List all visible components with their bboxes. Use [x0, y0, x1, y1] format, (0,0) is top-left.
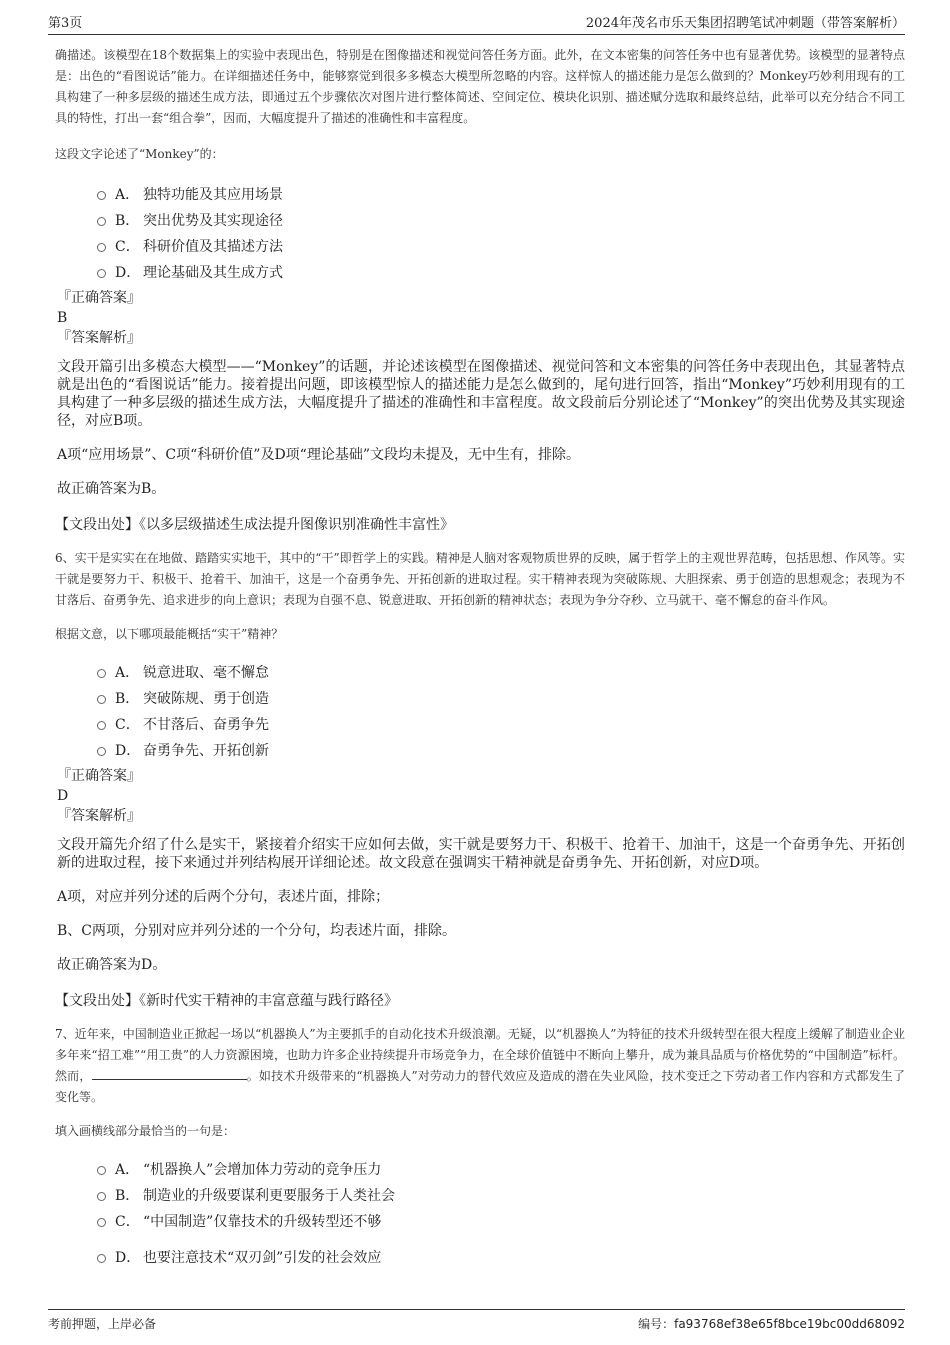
- q5-option-c[interactable]: C． 科研价值及其描述方法: [55, 236, 905, 262]
- page-number: 第3页: [48, 16, 83, 31]
- q5-option-b[interactable]: B． 突出优势及其实现途径: [55, 210, 905, 236]
- document-code: 编号：fa93768ef38e65f8bce19bc00dd68092: [638, 1317, 905, 1331]
- q6-answer: D: [57, 788, 69, 804]
- radio-icon[interactable]: [97, 747, 106, 756]
- radio-icon[interactable]: [97, 1254, 106, 1263]
- q5-option-d[interactable]: D． 理论基础及其生成方式: [55, 262, 905, 288]
- q6-answer-label: 『正确答案』: [57, 768, 141, 784]
- radio-icon[interactable]: [97, 243, 106, 252]
- q7-option-b[interactable]: B． 制造业的升级要谋利更要服务于人类社会: [55, 1185, 905, 1211]
- q5-answer: B: [57, 310, 68, 326]
- q6-analysis-3: B、C两项，分别对应并列分述的一个分句，均表述片面，排除。: [57, 923, 456, 939]
- q5-analysis-label: 『答案解析』: [57, 330, 141, 346]
- page-footer: [48, 1309, 905, 1336]
- q6-option-b[interactable]: B． 突破陈规、勇于创造: [55, 688, 905, 714]
- q6-analysis-label: 『答案解析』: [57, 808, 141, 824]
- q6-options: [55, 662, 905, 766]
- q5-analysis-2: A项“应用场景”、C项“科研价值”及D项“理论基础”文段均未提及，无中生有，排除。: [57, 447, 580, 463]
- radio-icon[interactable]: [97, 191, 106, 200]
- q6-source: 【文段出处】《新时代实干精神的丰富意蕴与践行路径》: [55, 993, 398, 1009]
- q7-passage: 7、近年来，中国制造业正掀起一场以“机器换人”为主要抓手的自动化技术升级浪潮。无疑，以“机器换人”为特征的技术升级转型在很大程度上缓解了制造业企业多年来“招工难”“用工贵”的人力资源困境，也助力许多企业持续提升市场竞争力，在全球价值链中不断向上攀升，成为兼具品质与价格优势的“中国制造”标杆。然而， 。如技术升级带来的“机器换人”对劳动力的替代效应及造成的潜在失业风险，技术变迁之下劳动者工作内容和方式都发生了变化等。: [55, 1027, 905, 1104]
- q5-prompt: 这段文字论述了“Monkey”的：: [55, 147, 224, 161]
- q7-option-c[interactable]: C． “中国制造”仅靠技术的升级转型还不够: [55, 1211, 905, 1237]
- radio-icon[interactable]: [97, 269, 106, 278]
- q7-option-a[interactable]: A． “机器换人”会增加体力劳动的竞争压力: [55, 1159, 905, 1185]
- q5-options: [55, 184, 905, 288]
- q5-analysis-3: 故正确答案为B。: [57, 481, 166, 497]
- q5-option-a[interactable]: A． 独特功能及其应用场景: [55, 184, 905, 210]
- q5-source: 【文段出处】《以多层级描述生成法提升图像识别准确性丰富性》: [55, 517, 454, 533]
- radio-icon[interactable]: [97, 721, 106, 730]
- page-header: [48, 10, 905, 35]
- radio-icon[interactable]: [97, 669, 106, 678]
- q7-option-d[interactable]: D． 也要注意技术“双刃剑”引发的社会效应: [55, 1247, 905, 1273]
- radio-icon[interactable]: [97, 217, 106, 226]
- q6-option-d[interactable]: D． 奋勇争先、开拓创新: [55, 740, 905, 766]
- q5-passage: 确描述。该模型在18个数据集上的实验中表现出色，特别是在图像描述和视觉问答任务方面。此外，在文本密集的问答任务中也有显著优势。该模型的显著特点是：出色的“看图说话”能力。在详细描述任务中，能够察觉到很多多模态大模型所忽略的内容。这样惊人的描述能力是怎么做到的？Monkey巧妙利用现有的工具构建了一种多层级的描述生成方法，即通过五个步骤依次对图片进行整体简述、空间定位、模块化识别、描述赋分选取和最终总结，此举可以充分结合不同工具的特性，打出一套“组合拳”，因而，大幅度提升了描述的准确性和丰富程度。: [55, 48, 905, 125]
- q6-analysis-4: 故正确答案为D。: [57, 957, 167, 973]
- q7-prompt: 填入画横线部分最恰当的一句是：: [55, 1124, 236, 1138]
- fill-in-blank[interactable]: [92, 1067, 247, 1080]
- q6-analysis-2: A项，对应并列分述的后两个分句，表述片面，排除；: [57, 889, 390, 905]
- q5-answer-label: 『正确答案』: [57, 290, 141, 306]
- radio-icon[interactable]: [97, 695, 106, 704]
- radio-icon[interactable]: [97, 1166, 106, 1175]
- document-title: 2024年茂名市乐天集团招聘笔试冲刺题（带答案解析）: [585, 16, 905, 31]
- radio-icon[interactable]: [97, 1218, 106, 1227]
- q6-option-c[interactable]: C． 不甘落后、奋勇争先: [55, 714, 905, 740]
- q7-options: [55, 1159, 905, 1273]
- radio-icon[interactable]: [97, 1192, 106, 1201]
- q6-option-a[interactable]: A． 锐意进取、毫不懈怠: [55, 662, 905, 688]
- q6-passage: 6、实干是实实在在地做、踏踏实实地干，其中的“干”即哲学上的实践。精神是人脑对客观物质世界的反映，属于哲学上的主观世界范畴，包括思想、作风等。实干就是要努力干、积极干、抢着干、加油干，这是一个奋勇争先、开拓创新的进取过程。实干精神表现为突破陈规、大胆探索、勇于创造的思想观念；表现为不甘落后、奋勇争先、追求进步的向上意识；表现为自强不息、锐意进取、开拓创新的精神状态；表现为争分夺秒、立马就干、毫不懈怠的奋斗作风。: [55, 551, 905, 607]
- q6-prompt: 根据文意，以下哪项最能概括“实干”精神？: [55, 627, 284, 641]
- page-content: [55, 45, 905, 1273]
- q6-analysis-1: 文段开篇先介绍了什么是实干，紧接着介绍实干应如何去做，实干就是要努力干、积极干、抢着干、加油干，这是一个奋勇争先、开拓创新的进取过程，接下来通过并列结构展开详细论述。故文段意在强调实干精神就是奋勇争先、开拓创新，对应D项。: [57, 837, 905, 871]
- footer-slogan: 考前押题，上岸必备: [48, 1317, 157, 1331]
- q5-analysis-1: 文段开篇引出多模态大模型——“Monkey”的话题，并论述该模型在图像描述、视觉问答和文本密集的问答任务中表现出色，其显著特点就是出色的“看图说话”能力。接着提出问题，即该模型惊人的描述能力是怎么做到的，尾句进行回答，指出“Monkey”巧妙利用现有的工具构建了一种多层级的描述生成方法，大幅度提升了描述的准确性和丰富程度。故文段前后分别论述了“Monkey”的突出优势及其实现途径，对应B项。: [57, 359, 905, 429]
